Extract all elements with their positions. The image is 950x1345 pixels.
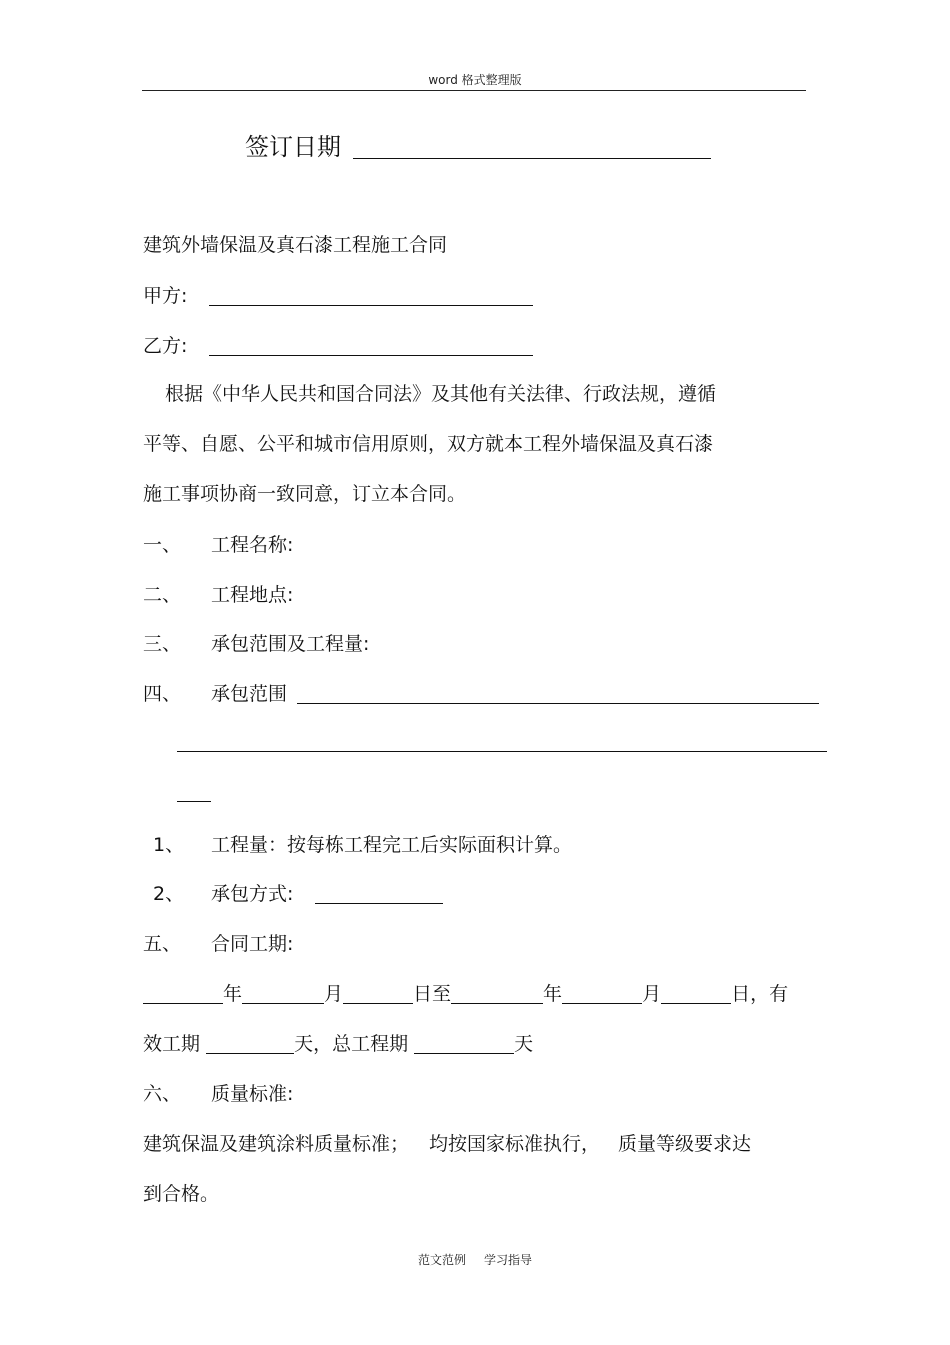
item-quality-standard bbox=[143, 1079, 293, 1106]
start-year-blank[interactable] bbox=[143, 985, 223, 1004]
days-label: 天 bbox=[514, 1033, 534, 1055]
footer-right: 学习指导 bbox=[484, 1253, 533, 1267]
party-a-label: 甲方: bbox=[143, 285, 188, 307]
intro-line-1: 根据《中华人民共和国合同法》及其他有关法律、行政法规，遵循 bbox=[165, 383, 717, 405]
item-number: 二、 bbox=[143, 584, 182, 606]
party-b-line bbox=[143, 331, 533, 358]
effective-label: 效工期 bbox=[143, 1033, 201, 1055]
page-header: word 格式整理版 bbox=[428, 73, 522, 87]
method-blank[interactable] bbox=[315, 885, 443, 904]
sub-item-number: 2、 bbox=[153, 883, 185, 905]
quality-line-2: 到合格。 bbox=[143, 1183, 220, 1205]
scope-blank-2-row bbox=[177, 733, 827, 752]
header-rule bbox=[142, 90, 806, 91]
quality-text-a: 建筑保温及建筑涂料质量标准； bbox=[143, 1133, 410, 1155]
item-number: 一、 bbox=[143, 534, 182, 556]
page-footer bbox=[0, 1251, 950, 1268]
party-b-label: 乙方: bbox=[143, 335, 188, 357]
item-text: 工程地点: bbox=[211, 584, 294, 606]
year-label: 年 bbox=[223, 983, 243, 1005]
month-label: 月 bbox=[642, 983, 662, 1005]
start-day-blank[interactable] bbox=[343, 985, 413, 1004]
item-number: 四、 bbox=[143, 683, 182, 705]
period-dates-line bbox=[143, 979, 788, 1006]
quality-text-b: 均按国家标准执行， bbox=[429, 1133, 601, 1155]
year-label: 年 bbox=[543, 983, 563, 1005]
item-number: 六、 bbox=[143, 1083, 182, 1105]
day-to-label: 日至 bbox=[413, 983, 452, 1005]
quality-text-c: 质量等级要求达 bbox=[618, 1133, 752, 1155]
sub-item-text: 承包方式: bbox=[211, 883, 294, 905]
signing-date-blank[interactable] bbox=[353, 136, 711, 159]
party-a-line bbox=[143, 281, 533, 308]
intro-line-3: 施工事项协商一致同意，订立本合同。 bbox=[143, 483, 467, 505]
item-text: 承包范围及工程量: bbox=[211, 633, 370, 655]
period-duration-line bbox=[143, 1029, 533, 1056]
item-text: 工程名称: bbox=[211, 534, 294, 556]
item-number: 五、 bbox=[143, 933, 182, 955]
month-label: 月 bbox=[324, 983, 344, 1005]
sub-item-quantity bbox=[153, 830, 572, 857]
start-month-blank[interactable] bbox=[242, 985, 324, 1004]
quality-line-1 bbox=[143, 1129, 751, 1156]
total-days-blank[interactable] bbox=[414, 1035, 514, 1054]
item-contract-period bbox=[143, 929, 293, 956]
item-text: 承包范围 bbox=[211, 683, 288, 705]
item-project-location bbox=[143, 580, 293, 607]
end-month-blank[interactable] bbox=[562, 985, 642, 1004]
scope-blank-3-row bbox=[177, 783, 211, 802]
intro-line-2: 平等、自愿、公平和城市信用原则，双方就本工程外墙保温及真石漆 bbox=[143, 433, 714, 455]
contract-title: 建筑外墙保温及真石漆工程施工合同 bbox=[143, 234, 448, 256]
scope-blank-1[interactable] bbox=[297, 685, 819, 704]
signing-date-label: 签订日期 bbox=[245, 133, 341, 161]
end-day-blank[interactable] bbox=[661, 985, 731, 1004]
item-scope bbox=[143, 679, 819, 706]
sub-item-method bbox=[153, 879, 443, 906]
item-project-name bbox=[143, 530, 293, 557]
total-days-label: 天，总工程期 bbox=[294, 1033, 409, 1055]
scope-blank-3[interactable] bbox=[177, 783, 211, 802]
footer-left: 范文范例 bbox=[417, 1253, 466, 1267]
day-end-label: 日，有 bbox=[731, 983, 789, 1005]
sub-item-text: 工程量：按每栋工程完工后实际面积计算。 bbox=[211, 834, 573, 856]
item-scope-quantity bbox=[143, 629, 369, 656]
end-year-blank[interactable] bbox=[451, 985, 543, 1004]
party-a-blank[interactable] bbox=[209, 287, 533, 306]
party-b-blank[interactable] bbox=[209, 337, 533, 356]
scope-blank-2[interactable] bbox=[177, 733, 827, 752]
effective-days-blank[interactable] bbox=[206, 1035, 294, 1054]
sub-item-number: 1、 bbox=[153, 834, 185, 856]
signing-date-line bbox=[245, 127, 711, 162]
item-text: 合同工期: bbox=[211, 933, 294, 955]
item-number: 三、 bbox=[143, 633, 182, 655]
item-text: 质量标准: bbox=[211, 1083, 294, 1105]
